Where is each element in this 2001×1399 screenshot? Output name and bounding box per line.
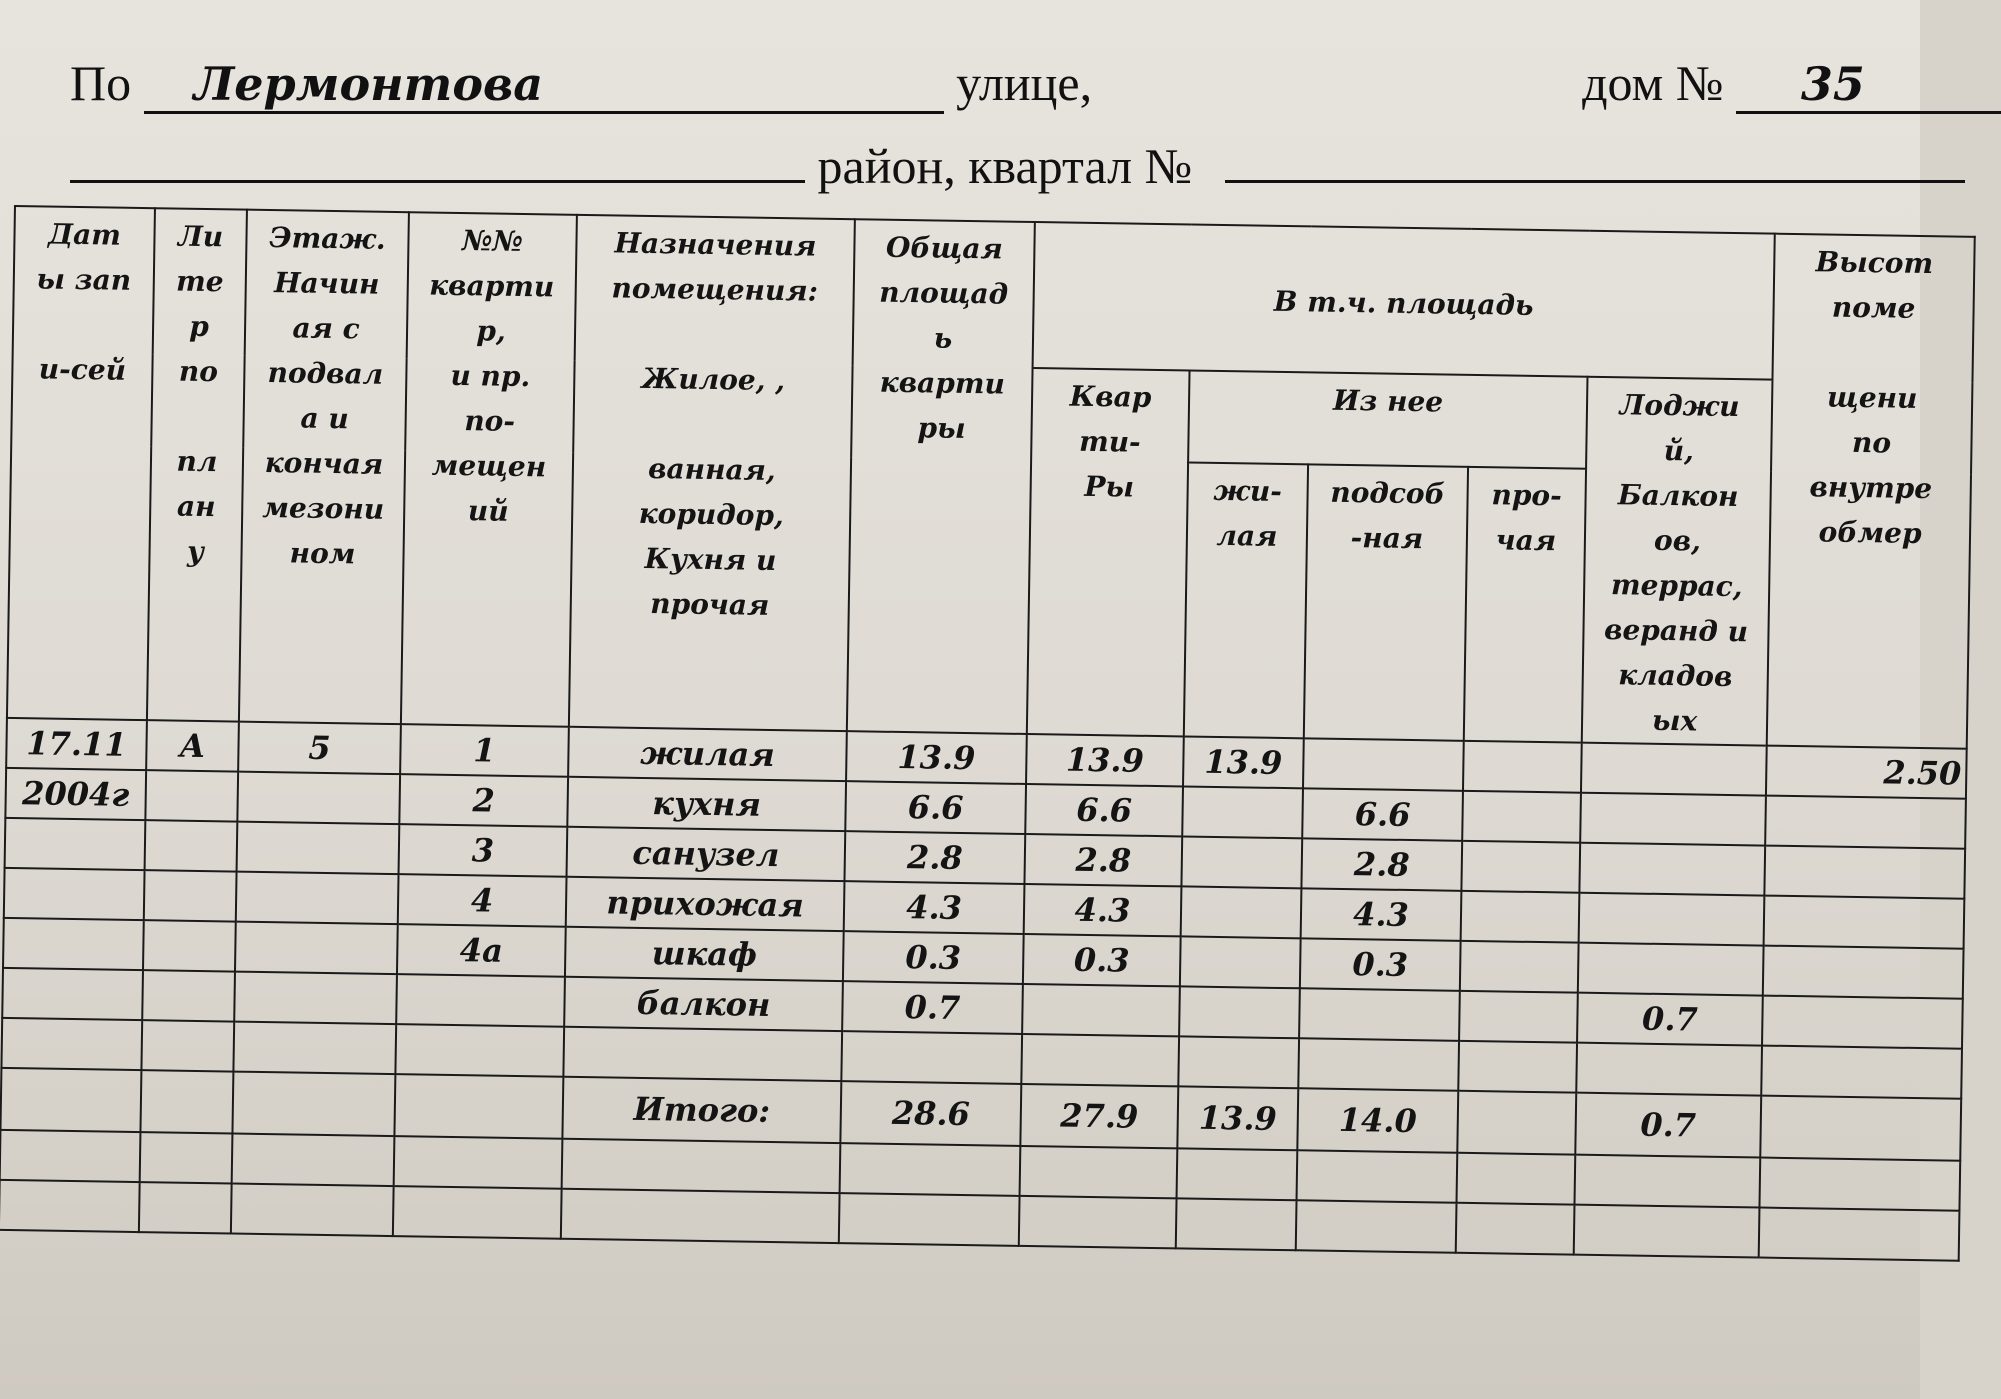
cell-living-area: 13.9: [1183, 736, 1304, 788]
address-header: [70, 48, 1910, 198]
cell-height: [1761, 1046, 1962, 1099]
cell-living-area: [1181, 836, 1302, 888]
cell-apartment-area: [1022, 984, 1180, 1036]
apartment-register-table: [0, 205, 1976, 1262]
cell-litera: [139, 1182, 232, 1233]
cell-loggia-area: [1576, 1043, 1762, 1096]
cell-apartment-area: 6.6: [1025, 784, 1183, 836]
cell-floor: [232, 1134, 395, 1187]
cell-apartment-number: 3: [399, 824, 568, 877]
district-field: [70, 126, 805, 183]
cell-loggia-area: [1580, 793, 1766, 846]
cell-apartment-number: [393, 1186, 562, 1239]
col-height-header: Высот поме щени по внутре обмер: [1767, 234, 1975, 749]
col-purpose-header: Назначения помещения: Жилое, , ванная, коридор, Кухня и прочая: [569, 215, 855, 731]
cell-floor: [231, 1184, 394, 1237]
cell-height: [1759, 1208, 1960, 1261]
cell-floor: [237, 822, 400, 875]
cell-total-area: 4.3: [844, 881, 1025, 934]
cell-date: [0, 1180, 140, 1232]
cell-floor: [236, 872, 399, 925]
cell-purpose: шкаф: [565, 927, 844, 981]
cell-living-area: 13.9: [1177, 1086, 1298, 1150]
cell-apartment-number: 4: [398, 874, 567, 927]
cell-other-area: [1457, 1153, 1576, 1205]
col-of-which-header: Из нее: [1188, 370, 1587, 468]
house-label: дом №: [1582, 55, 1724, 111]
cell-loggia-area: [1581, 743, 1767, 796]
cell-other-area: [1460, 941, 1579, 993]
cell-litera: [143, 920, 236, 971]
cell-litera: [145, 770, 238, 821]
col-auxiliary-header: подсоб -ная: [1304, 464, 1468, 740]
cell-litera: [144, 870, 237, 921]
cell-loggia-area: [1574, 1155, 1760, 1208]
cell-litera: [145, 820, 238, 871]
col-apartment-area-header: Квар ти- Ры: [1027, 368, 1190, 736]
cell-loggia-area: [1579, 893, 1765, 946]
cell-date: [4, 868, 145, 920]
col-including-area-header: В т.ч. площадь: [1033, 222, 1775, 380]
cell-apartment-number: [394, 1136, 563, 1189]
cell-auxiliary-area: 6.6: [1302, 788, 1463, 841]
cell-loggia-area: 0.7: [1577, 993, 1763, 1046]
cell-other-area: [1463, 741, 1582, 793]
cell-other-area: [1456, 1203, 1575, 1255]
cell-date: [2, 968, 143, 1020]
cell-auxiliary-area: 4.3: [1301, 888, 1462, 941]
street-line: [70, 54, 2001, 114]
cell-purpose: балкон: [564, 977, 843, 1031]
cell-other-area: [1457, 1091, 1576, 1155]
cell-loggia-area: [1578, 943, 1764, 996]
cell-other-area: [1461, 891, 1580, 943]
cell-auxiliary-area: 2.8: [1301, 838, 1462, 891]
col-living-header: жи- лая: [1184, 463, 1308, 739]
cell-height: [1764, 846, 1965, 899]
district-line: [70, 126, 1965, 195]
cell-living-area: [1182, 786, 1303, 838]
cell-living-area: [1177, 1148, 1298, 1200]
cell-date: [0, 1130, 140, 1182]
cell-height: 2.50: [1766, 746, 1967, 799]
col-floor-header: Этаж. Начин ая с подвал а и кончая мезони ном: [239, 210, 409, 724]
col-other-header: про- чая: [1464, 467, 1586, 743]
cell-loggia-area: [1579, 843, 1765, 896]
cell-auxiliary-area: [1299, 988, 1460, 1041]
cell-other-area: [1461, 841, 1580, 893]
cell-total-area: 2.8: [844, 831, 1025, 884]
cell-apartment-area: 2.8: [1024, 834, 1182, 886]
cell-living-area: [1181, 886, 1302, 938]
cell-floor: 5: [238, 722, 401, 775]
cell-date: [0, 1068, 141, 1132]
cell-purpose: прихожая: [566, 877, 845, 931]
cell-loggia-area: 0.7: [1575, 1093, 1761, 1158]
col-loggia-header: Лоджи й, Балкон ов, террас, веранд и кладов ых: [1582, 377, 1773, 746]
cell-apartment-area: [1021, 1034, 1179, 1086]
cell-apartment-number: [396, 974, 565, 1027]
cell-floor: [233, 1022, 396, 1075]
col-date-header: Дат ы зап и-сей: [7, 206, 155, 720]
cell-apartment-area: [1019, 1196, 1177, 1248]
cell-other-area: [1459, 991, 1578, 1043]
cell-total-area: [839, 1193, 1020, 1246]
cell-apartment-area: 0.3: [1023, 934, 1181, 986]
cell-date: 17.11: [6, 718, 147, 770]
cell-living-area: [1179, 986, 1300, 1038]
cell-auxiliary-area: 14.0: [1297, 1088, 1458, 1153]
cell-floor: [234, 972, 397, 1025]
col-litera-header: Ли те р по пл ан у: [147, 208, 247, 721]
cell-height: [1760, 1158, 1961, 1211]
cell-litera: [141, 1020, 234, 1071]
cell-apartment-area: [1020, 1146, 1178, 1198]
cell-other-area: [1462, 791, 1581, 843]
cell-height: [1765, 796, 1966, 849]
cell-apartment-number: [394, 1074, 563, 1139]
cell-totals-label: Итого:: [562, 1077, 841, 1143]
cell-living-area: [1176, 1198, 1297, 1250]
cell-other-area: [1458, 1041, 1577, 1093]
col-total-area-header: Общая площад ь кварти ры: [847, 219, 1035, 734]
district-label: район, квартал №: [817, 138, 1193, 194]
cell-date: [3, 918, 144, 970]
street-name-field: Лермонтова: [144, 57, 944, 114]
cell-litera: А: [146, 720, 239, 771]
cell-apartment-number: [395, 1024, 564, 1077]
cell-litera: [142, 970, 235, 1021]
cell-auxiliary-area: [1298, 1038, 1459, 1091]
cell-floor: [232, 1072, 395, 1137]
quarter-field: [1225, 126, 1965, 183]
cell-total-area: [840, 1143, 1021, 1196]
cell-total-area: 0.3: [843, 931, 1024, 984]
cell-litera: [140, 1132, 233, 1183]
cell-purpose: [563, 1027, 842, 1081]
cell-auxiliary-area: [1296, 1200, 1457, 1253]
cell-apartment-area: 4.3: [1024, 884, 1182, 936]
street-suffix: улице,: [956, 55, 1093, 111]
cell-apartment-area: 27.9: [1020, 1084, 1178, 1148]
house-number-field: 35: [1736, 57, 2001, 114]
cell-height: [1763, 946, 1964, 999]
cell-floor: [235, 922, 398, 975]
street-prefix: По: [70, 55, 132, 111]
cell-total-area: 0.7: [842, 981, 1023, 1034]
cell-total-area: 13.9: [846, 731, 1027, 784]
cell-total-area: 6.6: [845, 781, 1026, 834]
cell-height: [1760, 1096, 1961, 1161]
cell-apartment-number: 1: [400, 724, 569, 777]
cell-living-area: [1180, 936, 1301, 988]
cell-living-area: [1178, 1036, 1299, 1088]
cell-apartment-number: 4а: [397, 924, 566, 977]
cell-apartment-area: 13.9: [1026, 734, 1184, 786]
cell-floor: [237, 772, 400, 825]
cell-date: [5, 818, 146, 870]
cell-height: [1764, 896, 1965, 949]
cell-height: [1762, 996, 1963, 1049]
cell-auxiliary-area: [1297, 1150, 1458, 1203]
cell-purpose: кухня: [567, 777, 846, 831]
cell-auxiliary-area: 0.3: [1300, 938, 1461, 991]
cell-purpose: [562, 1139, 841, 1193]
cell-litera: [140, 1070, 233, 1133]
cell-apartment-number: 2: [399, 774, 568, 827]
col-apartment-number-header: №№ кварти р, и пр. по- мещен ий: [401, 212, 577, 727]
cell-date: [1, 1018, 142, 1070]
cell-purpose: санузел: [567, 827, 846, 881]
cell-purpose: жилая: [568, 727, 847, 781]
cell-total-area: 28.6: [840, 1081, 1021, 1146]
cell-loggia-area: [1574, 1205, 1760, 1258]
cell-purpose: [561, 1189, 840, 1243]
cell-date: 2004г: [5, 768, 146, 820]
cell-total-area: [841, 1031, 1022, 1084]
cell-auxiliary-area: [1303, 738, 1464, 791]
